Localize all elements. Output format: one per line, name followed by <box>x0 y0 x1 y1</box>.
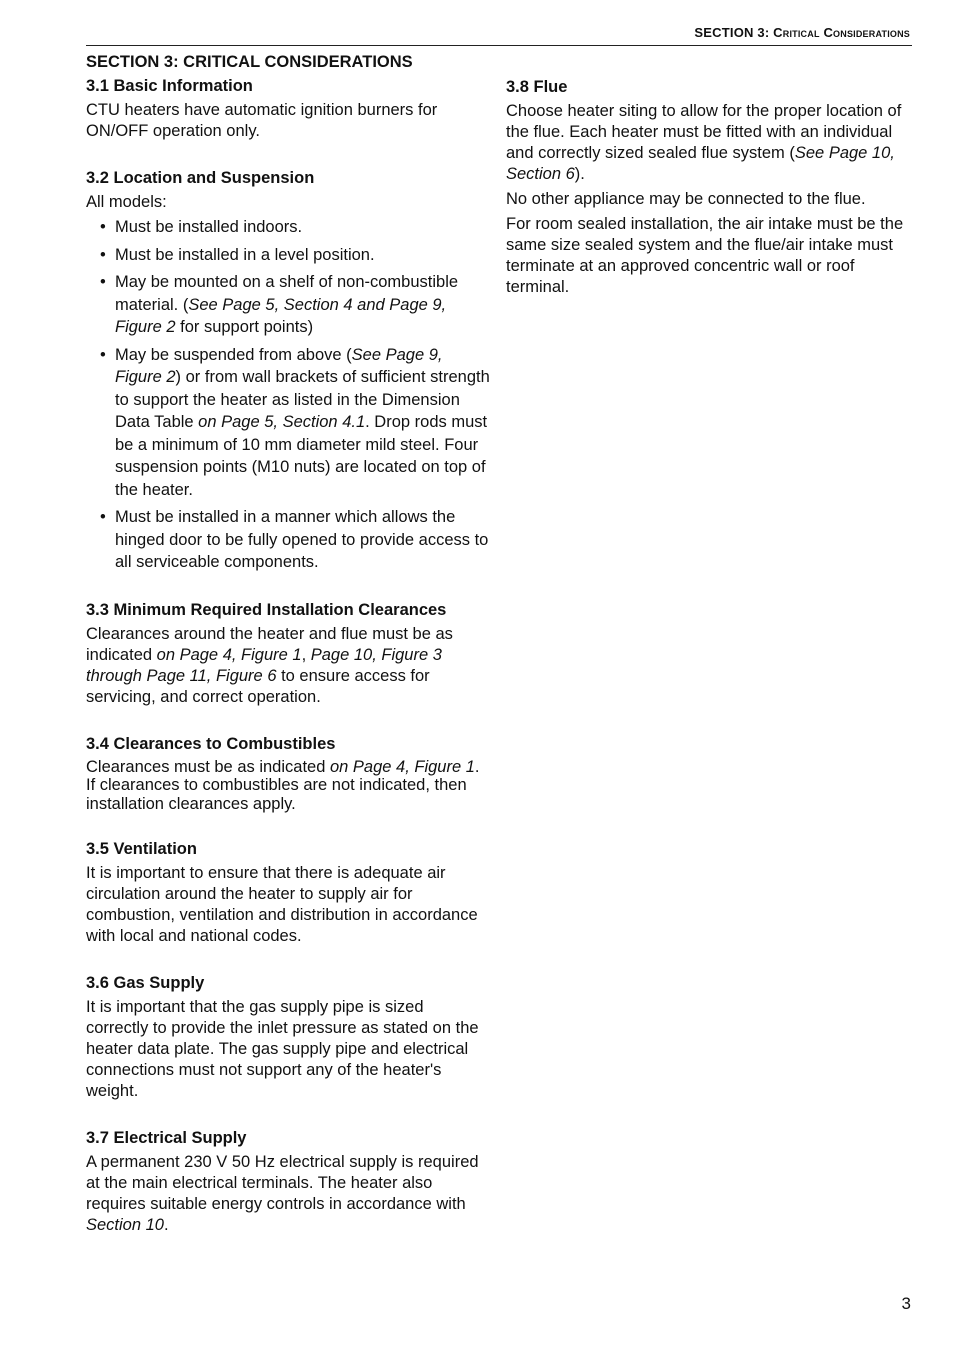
section-3-8-paragraph-1 <box>506 101 911 185</box>
list-item-text: May be suspended from above ( <box>115 345 352 364</box>
section-3-8-heading: 3.8 Flue <box>506 78 568 96</box>
list-item <box>86 344 490 502</box>
list-item-text: Must be installed indoors. <box>115 218 303 236</box>
section-3-1-heading: 3.1 Basic Information <box>86 77 253 95</box>
right-column <box>506 77 911 298</box>
left-column <box>86 52 490 1262</box>
bullet-icon: • <box>100 218 106 236</box>
list-item-text: ) or from wall brackets of sufficient strength to support the heater as listed in the Dimension Data Table <box>115 368 490 431</box>
section-title: SECTION 3: CRITICAL CONSIDERATIONS <box>86 53 413 71</box>
section-3-7-heading: 3.7 Electrical Supply <box>86 1129 247 1147</box>
paragraph-text: A permanent 230 V 50 Hz electrical supply is required at the main electrical terminals. The heater also requires suitable energy controls in accordance with <box>86 1153 479 1213</box>
list-item-text: Must be installed in a manner which allows the hinged door to be fully opened to provide access to all serviceable components. <box>115 508 489 571</box>
paragraph-text: Clearances must be as indicated <box>86 757 330 776</box>
list-item <box>86 216 490 239</box>
cross-reference: on Page 4, Figure 1 <box>329 757 475 776</box>
section-3-3-heading: 3.3 Minimum Required Installation Clearances <box>86 600 447 619</box>
section-3-8 <box>506 77 911 298</box>
cross-reference: Section 10 <box>86 1216 164 1234</box>
header-divider <box>86 45 912 46</box>
cross-reference: See Page 10, Section 6 <box>506 144 895 183</box>
section-3-5-heading: 3.5 Ventilation <box>86 840 197 858</box>
section-3-5-text: It is important to ensure that there is adequate air circulation around the heater to supply air for combustion, ventilation and distribution in accordance with local and national codes. <box>86 864 478 945</box>
section-3-7 <box>86 1128 490 1236</box>
paragraph-text: . If clearances to combustibles are not indicated, then installation clearances apply. <box>86 757 480 813</box>
separator: , <box>301 645 311 664</box>
section-3-2-intro: All models: <box>86 193 167 211</box>
section-3-7-text <box>86 1152 490 1236</box>
list-item-text: . Drop rods must be a minimum of 10 mm diameter mild steel. Four suspension points (M10 nuts) are located on top of the heater. <box>115 413 488 499</box>
section-3-2 <box>86 168 490 574</box>
paragraph-text: Clearances around the heater and flue must be as indicated <box>86 624 453 664</box>
section-3-4 <box>86 734 490 814</box>
section-3-6 <box>86 973 490 1102</box>
section-3-1 <box>86 76 490 142</box>
running-header-label: SECTION 3: <box>694 25 774 40</box>
section-3-8-paragraph-3: For room sealed installation, the air intake must be the same size sealed system and the flue/air intake must terminate at an approved concentric wall or roof terminal. <box>506 215 904 296</box>
cross-reference: See Page 5, Section 4 and Page 9, Figure 2 <box>115 295 447 336</box>
paragraph-text: Choose heater siting to allow for the proper location of the flue. Each heater must be fitted with an individual and correctly sized sealed flue system ( <box>506 102 902 162</box>
requirements-list <box>86 216 490 574</box>
section-3-6-heading: 3.6 Gas Supply <box>86 974 205 992</box>
section-3-3 <box>86 600 490 708</box>
cross-reference: Page 10, Figure 3 through Page 11, Figure 6 <box>86 645 442 685</box>
bullet-icon: • <box>100 245 106 264</box>
list-item <box>86 271 490 339</box>
running-header-title: Critical Considerations <box>773 25 910 40</box>
list-item <box>86 506 490 574</box>
bullet-icon: • <box>100 508 106 526</box>
section-3-2-heading: 3.2 Location and Suspension <box>86 169 315 187</box>
section-3-3-text <box>86 624 490 708</box>
paragraph-text: . <box>163 1216 169 1234</box>
section-3-4-heading: 3.4 Clearances to Combustibles <box>86 734 336 753</box>
section-3-8-paragraph-2: No other appliance may be connected to the flue. <box>506 190 866 208</box>
list-item <box>86 244 490 267</box>
section-3-6-text: It is important that the gas supply pipe is sized correctly to provide the inlet pressure as stated on the heater data plate. The gas supply pipe and electrical connections must not support any of the heater's weight. <box>86 998 479 1100</box>
list-item-text: May be mounted on a shelf of non-combustible material. ( <box>115 273 459 314</box>
list-item-text: Must be installed in a level position. <box>115 245 375 264</box>
section-3-1-text: CTU heaters have automatic ignition burners for ON/OFF operation only. <box>86 101 438 140</box>
section-3-5 <box>86 839 490 947</box>
bullet-icon: • <box>100 345 106 364</box>
cross-reference: See Page 9, Figure 2 <box>115 345 443 386</box>
list-item-text: for support points) <box>175 318 314 336</box>
paragraph-text: to ensure access for servicing, and correct operation. <box>86 666 430 706</box>
cross-reference: on Page 4, Figure 1 <box>156 645 302 664</box>
running-header <box>694 25 910 40</box>
cross-reference: on Page 5, Section 4.1 <box>198 413 366 431</box>
paragraph-text: ). <box>574 165 585 183</box>
page-number: 3 <box>901 1294 911 1313</box>
section-3-4-text <box>86 758 490 814</box>
bullet-icon: • <box>100 273 106 291</box>
